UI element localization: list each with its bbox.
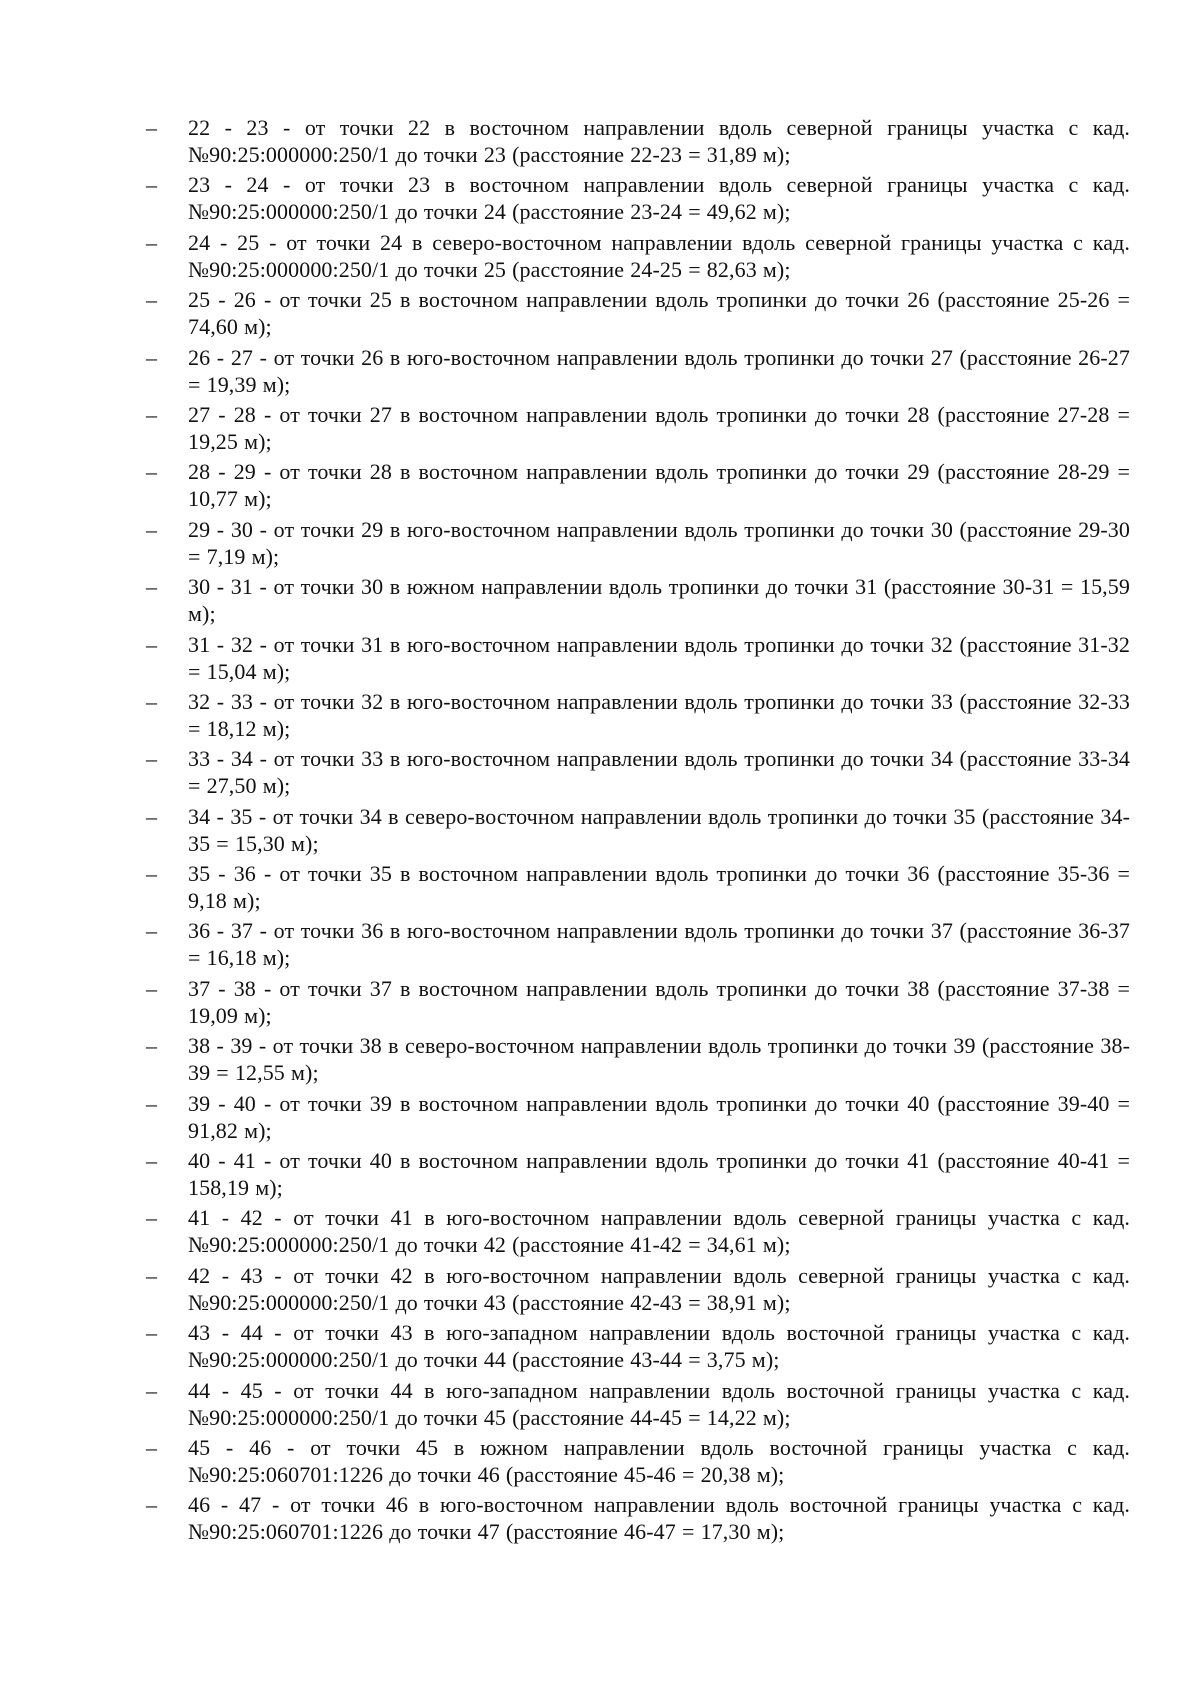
list-bullet-dash: – [146,861,157,887]
segment-description: 45 - 46 - от точки 45 в южном направлении вдоль восточной границы участка с кад. №90:25:060701:1226 до точки 46 (расстояние 45-46 = 20,38 м); [188,1434,1130,1487]
list-bullet-dash: – [146,975,157,1001]
list-bullet-dash: – [146,688,157,714]
segment-description: 40 - 41 - от точки 40 в восточном направлении вдоль тропинки до точки 41 (расстояние 40-41 = 158,19 м); [188,1148,1130,1201]
list-bullet-dash: – [146,1033,157,1059]
list-bullet-dash: – [146,574,157,600]
segment-description: 27 - 28 - от точки 27 в восточном направлении вдоль тропинки до точки 28 (расстояние 27-28 = 19,25 м); [188,401,1130,454]
list-item [146,171,1130,228]
list-item [146,745,1130,802]
segment-description: 43 - 44 - от точки 43 в юго-западном направлении вдоль восточной границы участка с кад. №90:25:000000:250/1 до точки 44 (расстояние 43-44 = 3,75 м); [188,1320,1130,1373]
list-bullet-dash: – [146,1205,157,1231]
list-item [146,1204,1130,1261]
list-bullet-dash: – [146,459,157,485]
segment-description: 41 - 42 - от точки 41 в юго-восточном направлении вдоль северной границы участка с кад. №90:25:000000:250/1 до точки 42 (расстояние 41-42 = 34,61 м); [188,1205,1130,1258]
list-bullet-dash: – [146,344,157,370]
list-bullet-dash: – [146,1320,157,1346]
list-item [146,344,1130,401]
list-item [146,1147,1130,1204]
segment-description: 25 - 26 - от точки 25 в восточном направлении вдоль тропинки до точки 26 (расстояние 25-26 = 74,60 м); [188,287,1130,340]
segment-description: 36 - 37 - от точки 36 в юго-восточном направлении вдоль тропинки до точки 37 (расстояние 36-37 = 16,18 м); [188,918,1130,971]
segment-description: 44 - 45 - от точки 44 в юго-западном направлении вдоль восточной границы участка с кад. №90:25:000000:250/1 до точки 45 (расстояние 44-45 = 14,22 м); [188,1377,1130,1430]
list-item [146,803,1130,860]
segment-description: 22 - 23 - от точки 22 в восточном направлении вдоль северной границы участка с кад. №90:25:000000:250/1 до точки 23 (расстояние 22-23 = 31,89 м); [188,115,1130,167]
list-item [146,860,1130,917]
segment-description: 23 - 24 - от точки 23 в восточном направлении вдоль северной границы участка с кад. №90:25:000000:250/1 до точки 24 (расстояние 23-24 = 49,62 м); [188,172,1130,225]
segment-description: 24 - 25 - от точки 24 в северо-восточном направлении вдоль северной границы участка с кад. №90:25:000000:250/1 до точки 25 (расстояние 24-25 = 82,63 м); [188,229,1130,282]
list-bullet-dash: – [146,1434,157,1460]
list-bullet-dash: – [146,229,157,255]
list-item [146,573,1130,630]
list-bullet-dash: – [146,746,157,772]
list-bullet-dash: – [146,803,157,829]
list-item [146,1491,1130,1548]
list-bullet-dash: – [146,918,157,944]
list-bullet-dash: – [146,516,157,542]
segment-description: 38 - 39 - от точки 38 в северо-восточном направлении вдоль тропинки до точки 39 (расстояние 38-39 = 12,55 м); [188,1033,1130,1086]
list-item [146,1032,1130,1089]
segment-description: 46 - 47 - от точки 46 в юго-восточном направлении вдоль восточной границы участка с кад. №90:25:060701:1226 до точки 47 (расстояние 46-47 = 17,30 м); [188,1492,1130,1545]
segment-description: 31 - 32 - от точки 31 в юго-восточном направлении вдоль тропинки до точки 32 (расстояние 31-32 = 15,04 м); [188,631,1130,684]
list-bullet-dash: – [146,1262,157,1288]
list-item [146,401,1130,458]
segment-description: 42 - 43 - от точки 42 в юго-восточном направлении вдоль северной границы участка с кад. №90:25:000000:250/1 до точки 43 (расстояние 42-43 = 38,91 м); [188,1262,1130,1315]
list-item [146,1090,1130,1147]
list-item [146,917,1130,974]
list-bullet-dash: – [146,1377,157,1403]
segment-description: 39 - 40 - от точки 39 в восточном направлении вдоль тропинки до точки 40 (расстояние 39-40 = 91,82 м); [188,1090,1130,1143]
list-item [146,631,1130,688]
segment-description: 32 - 33 - от точки 32 в юго-восточном направлении вдоль тропинки до точки 33 (расстояние 32-33 = 18,12 м); [188,688,1130,741]
list-bullet-dash: – [146,1492,157,1518]
list-item [146,286,1130,343]
list-item [146,1377,1130,1434]
list-item [146,975,1130,1032]
list-bullet-dash: – [146,287,157,313]
list-item [146,114,1130,171]
segment-description: 37 - 38 - от точки 37 в восточном направлении вдоль тропинки до точки 38 (расстояние 37-38 = 19,09 м); [188,975,1130,1028]
segment-description: 26 - 27 - от точки 26 в юго-восточном направлении вдоль тропинки до точки 27 (расстояние 26-27 = 19,39 м); [188,344,1130,397]
list-item [146,458,1130,515]
segment-description: 34 - 35 - от точки 34 в северо-восточном направлении вдоль тропинки до точки 35 (расстояние 34-35 = 15,30 м); [188,803,1130,856]
list-item [146,229,1130,286]
segment-description: 33 - 34 - от точки 33 в юго-восточном направлении вдоль тропинки до точки 34 (расстояние 33-34 = 27,50 м); [188,746,1130,799]
segment-description: 30 - 31 - от точки 30 в южном направлении вдоль тропинки до точки 31 (расстояние 30-31 = 15,59 м); [188,574,1130,627]
list-item [146,1262,1130,1319]
list-bullet-dash: – [146,172,157,198]
list-item [146,1434,1130,1491]
list-bullet-dash: – [146,401,157,427]
segment-description: 28 - 29 - от точки 28 в восточном направлении вдоль тропинки до точки 29 (расстояние 28-29 = 10,77 м); [188,459,1130,512]
boundary-segment-list [146,114,1130,1549]
list-item [146,688,1130,745]
segment-description: 35 - 36 - от точки 35 в восточном направлении вдоль тропинки до точки 36 (расстояние 35-36 = 9,18 м); [188,861,1130,914]
list-bullet-dash: – [146,1090,157,1116]
list-bullet-dash: – [146,115,157,140]
list-item [146,1319,1130,1376]
list-item [146,516,1130,573]
list-bullet-dash: – [146,631,157,657]
list-bullet-dash: – [146,1148,157,1174]
segment-description: 29 - 30 - от точки 29 в юго-восточном направлении вдоль тропинки до точки 30 (расстояние 29-30 = 7,19 м); [188,516,1130,569]
